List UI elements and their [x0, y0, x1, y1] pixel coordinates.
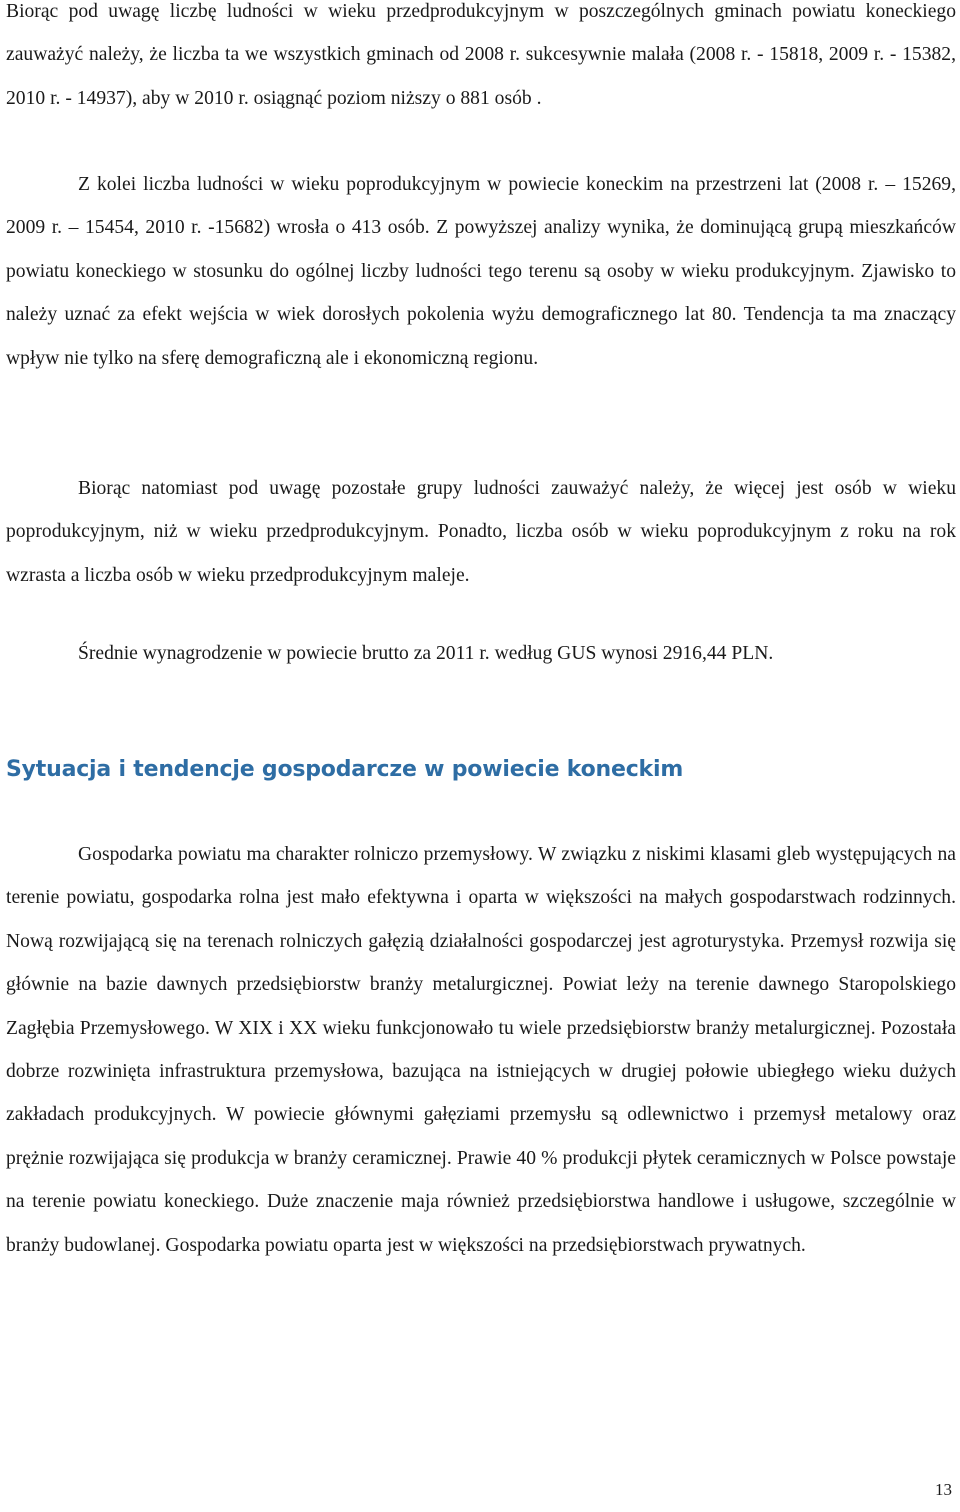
- paragraph-average-salary: Średnie wynagrodzenie w powiecie brutto za 2011 r. według GUS wynosi 2916,44 PLN.: [78, 643, 774, 664]
- paragraph-postproductive-population: Z kolei liczba ludności w wieku poprodukcyjnym w powiecie koneckim na przestrzeni lat (2008 r. – 15269, 2009 r. – 15454, 2010 r. -15682) wrosła o 413 osób. Z powyższej analizy wynika, że dominującą grupą mieszkańców powiatu koneckiego w stosunku do ogólnej liczby ludności tego terenu są osoby w wieku produkcyjnym. Zjawisko to należy uznać za efekt wejścia w wiek dorosłych pokolenia wyżu demograficznego lat 80. Tendencja ta ma znaczący wpływ nie tylko na sferę demograficzną ale i ekonomiczną regionu.: [6, 174, 956, 369]
- paragraph-population-groups: Biorąc natomiast pod uwagę pozostałe grupy ludności zauważyć należy, że więcej jest osób w wieku poprodukcyjnym, niż w wieku przedprodukcyjnym. Ponadto, liczba osób w wieku poprodukcyjnym z roku na rok wzrasta a liczba osób w wieku przedprodukcyjnym maleje.: [6, 478, 956, 586]
- paragraph-preproductive-population: Biorąc pod uwagę liczbę ludności w wieku przedprodukcyjnym w poszczególnych gminach powiatu koneckiego zauważyć należy, że liczba ta we wszystkich gminach od 2008 r. sukcesywnie malała (2008 r. - 15818, 2009 r. - 15382, 2010 r. - 14937), aby w 2010 r. osiągnąć poziom niższy o 881 osób .: [6, 1, 956, 109]
- section-heading: Sytuacja i tendencje gospodarcze w powiecie koneckim: [6, 757, 684, 782]
- paragraph-economy: Gospodarka powiatu ma charakter rolniczo przemysłowy. W związku z niskimi klasami gleb występujących na terenie powiatu, gospodarka rolna jest mało efektywna i oparta w większości na małych gospodarstwach rodzinnych. Nową rozwijającą się na terenach rolniczych gałęzią działalności gospodarczej jest agroturystyka. Przemysł rozwija się głównie na bazie dawnych przedsiębiorstw branży metalurgicznej. Powiat leży na terenie dawnego Staropolskiego Zagłębia Przemysłowego. W XIX i XX wieku funkcjonowało tu wiele przedsiębiorstw branży metalurgicznej. Pozostała dobrze rozwinięta infrastruktura przemysłowa, bazująca na istniejących w drugiej połowie ubiegłego wieku dużych zakładach produkcyjnych. W powiecie głównymi gałęziami przemysłu są odlewnictwo i przemysł metalowy oraz prężnie rozwijająca się produkcja w branży ceramicznej. Prawie 40 % produkcji płytek ceramicznych w Polsce powstaje na terenie powiatu koneckiego. Duże znaczenie maja również przedsiębiorstwa handlowe i usługowe, szczególnie w branży budowlanej. Gospodarka powiatu oparta jest w większości na przedsiębiorstwach prywatnych.: [6, 844, 956, 1256]
- page-number: 13: [935, 1480, 952, 1499]
